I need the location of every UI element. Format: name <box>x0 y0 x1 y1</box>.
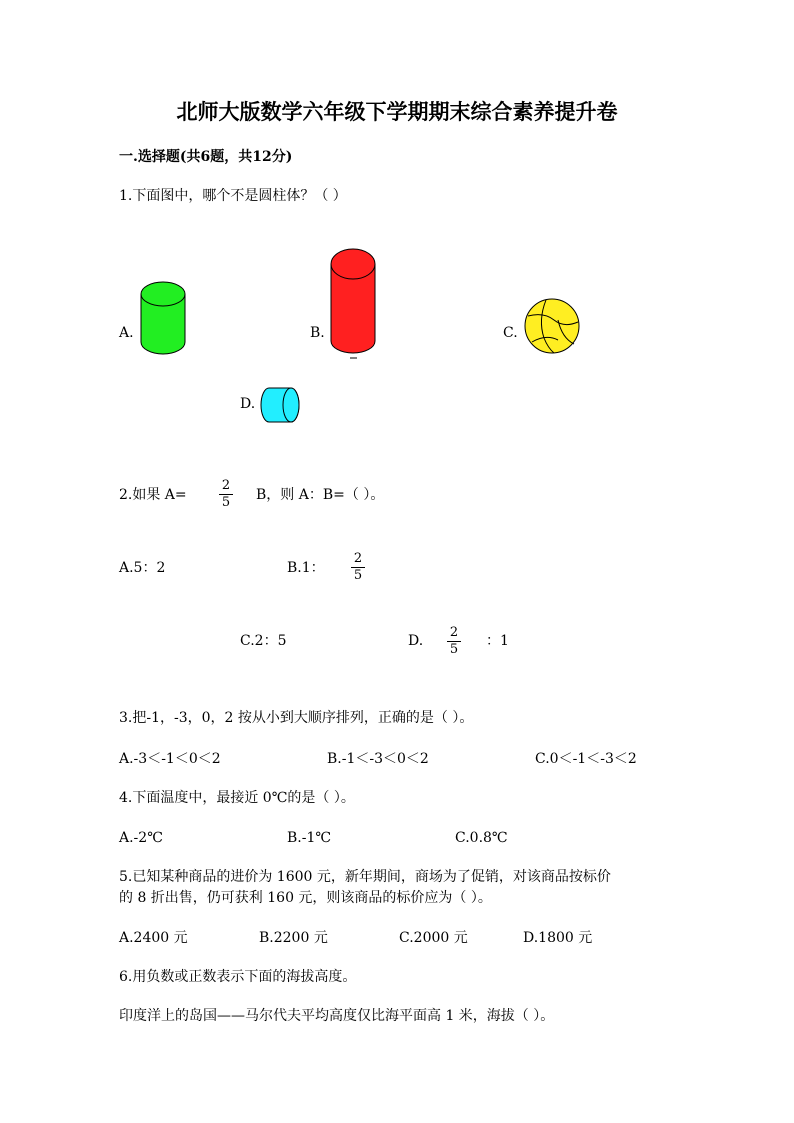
cyan-cylinder-icon <box>261 387 301 423</box>
q2-option-b-fraction <box>351 552 365 583</box>
yellow-ball-icon <box>524 298 580 354</box>
q1-option-c-label: C. <box>503 325 518 341</box>
fraction-denominator: 5 <box>221 495 231 510</box>
q3-option-c: C.0＜-1＜-3＜2 <box>535 751 637 767</box>
fraction-numerator: 2 <box>221 478 231 493</box>
q2-option-d: D. <box>408 633 424 649</box>
page-title: 北师大版数学六年级下学期期末综合素养提升卷 <box>176 99 618 124</box>
question-4-stem: 4.下面温度中，最接近 0℃的是（ ）。 <box>119 790 355 806</box>
question-5-stem-line1: 5.已知某种商品的进价为 1600 元，新年期间，商场为了促销，对该商品按标价 <box>119 869 611 885</box>
q3-option-a: A.-3＜-1＜0＜2 <box>119 751 221 767</box>
question-1-stem: 1.下面图中，哪个不是圆柱体？（ ） <box>119 188 347 204</box>
q1-option-d-label: D. <box>240 396 256 412</box>
green-cylinder-icon <box>140 280 186 356</box>
q4-option-a: A.-2℃ <box>119 830 163 846</box>
q2-option-c: C.2：5 <box>240 633 287 649</box>
q4-option-c: C.0.8℃ <box>455 830 508 846</box>
fraction-denominator: 5 <box>353 568 363 583</box>
q2-option-d-fraction <box>447 626 461 657</box>
question-6-stem: 6.用负数或正数表示下面的海拔高度。 <box>119 969 357 985</box>
q2-option-b: B.1： <box>287 560 325 576</box>
q1-option-b-label: B. <box>310 325 325 341</box>
q5-option-c: C.2000 元 <box>399 930 468 946</box>
q2-option-a: A.5：2 <box>119 560 166 576</box>
question-5-stem-line2: 的 8 折出售，仍可获利 160 元，则该商品的标价应为（ ）。 <box>119 890 492 906</box>
question-6-line2: 印度洋上的岛国——马尔代夫平均高度仅比海平面高 1 米，海拔（ ）。 <box>119 1008 555 1024</box>
q3-option-b: B.-1＜-3＜0＜2 <box>327 751 429 767</box>
q5-option-b: B.2200 元 <box>259 930 328 946</box>
q5-option-d: D.1800 元 <box>523 930 593 946</box>
section-heading: 一.选择题(共6题，共12分) <box>119 149 293 165</box>
question-2-stem-end: B，则 A：B=（ ）。 <box>256 487 385 503</box>
q1-option-a-label: A. <box>119 325 134 341</box>
fraction-denominator: 5 <box>449 642 459 657</box>
q2-fraction <box>219 479 233 510</box>
red-cylinder-icon <box>330 247 376 361</box>
question-3-stem: 3.把-1，-3，0，2 按从小到大顺序排列，正确的是（ ）。 <box>119 710 474 726</box>
q2-option-d-ratio: ：1 <box>486 633 509 649</box>
question-2-stem-start: 2.如果 A= <box>119 487 187 503</box>
q4-option-b: B.-1℃ <box>287 830 332 846</box>
fraction-numerator: 2 <box>353 551 363 566</box>
q5-option-a: A.2400 元 <box>119 930 188 946</box>
fraction-numerator: 2 <box>449 625 459 640</box>
